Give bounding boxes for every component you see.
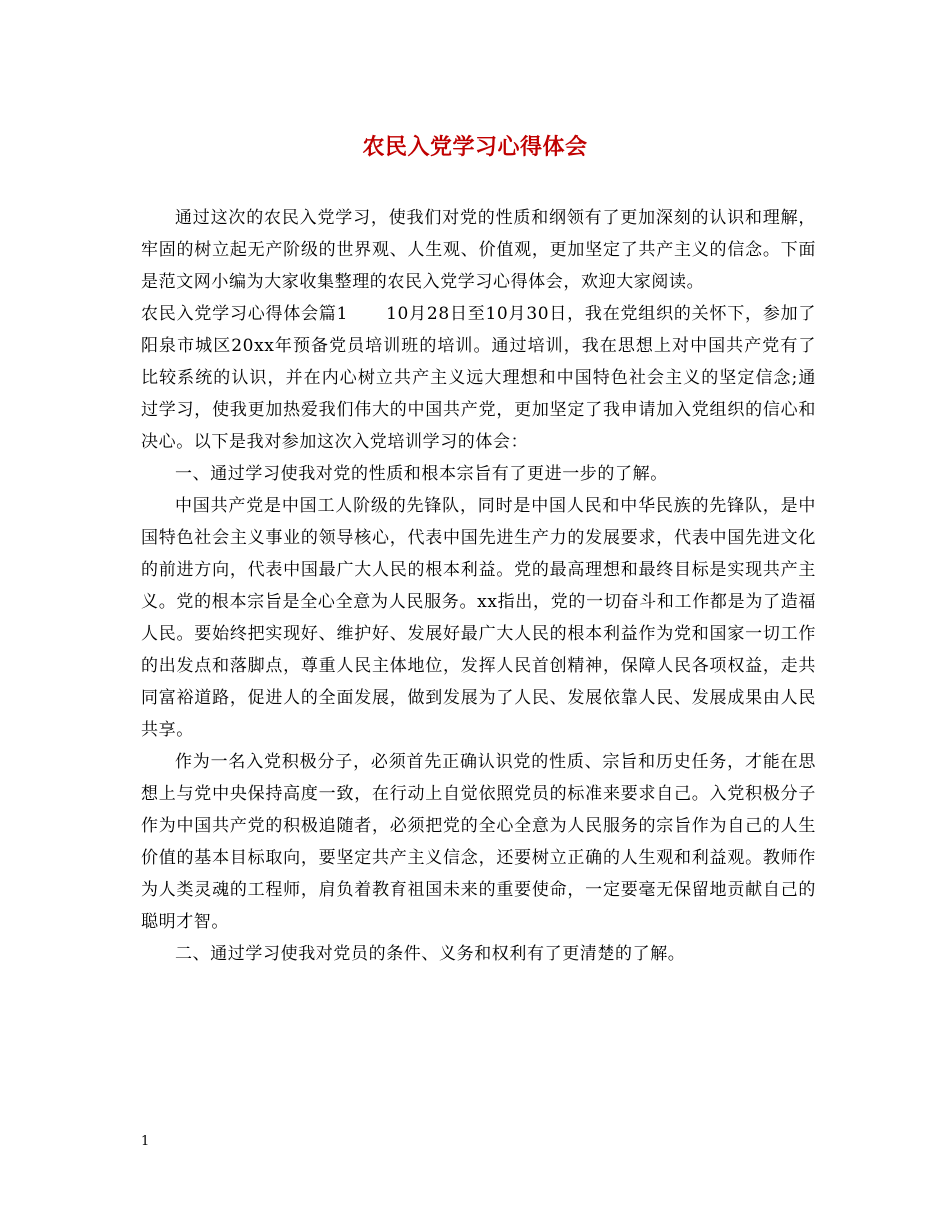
page-number: 1: [141, 1134, 150, 1149]
document-title: 农民入党学习心得体会: [362, 134, 588, 160]
chapter-label: 农民入党学习心得体会篇1: [141, 304, 349, 324]
section-heading-2: 二、通过学习使我对党员的条件、义务和权利有了更清楚的了解。: [175, 944, 686, 964]
body-paragraph-1: 中国共产党是中国工人阶级的先锋队，同时是中国人民和中华民族的先锋队，是中国特色社会主义事业的领导核心，代表中国先进生产力的发展要求，代表中国先进文化的前进方向，代表中国最广大人民的根本利益。党的最高理想和最终目标是实现共产主义。党的根本宗旨是全心全意为人民服务。xx指出，党的一切奋斗和工作都是为了造福人民。要始终把实现好、维护好、发展好最广大人民的根本利益作为党和国家一切工作的出发点和落脚点，尊重人民主体地位，发挥人民首创精神，保障人民各项权益，走共同富裕道路，促进人的全面发展，做到发展为了人民、发展依靠人民、发展成果由人民共享。: [141, 496, 816, 740]
chapter-paragraph: [141, 298, 816, 458]
document-body: [141, 202, 816, 970]
body-paragraph-2: 作为一名入党积极分子，必须首先正确认识党的性质、宗旨和历史任务，才能在思想上与党中央保持高度一致，在行动上自觉依照党员的标准来要求自己。入党积极分子作为中国共产党的积极追随者，必须把党的全心全意为人民服务的宗旨作为自己的人生价值的基本目标取向，要坚定共产主义信念，还要树立正确的人生观和利益观。教师作为人类灵魂的工程师，肩负着教育祖国未来的重要使命，一定要毫无保留地贡献自己的聪明才智。: [141, 752, 816, 932]
intro-paragraph: 通过这次的农民入党学习，使我们对党的性质和纲领有了更加深刻的认识和理解，牢固的树立起无产阶级的世界观、人生观、价值观，更加坚定了共产主义的信念。下面是范文网小编为大家收集整理的农民入党学习心得体会，欢迎大家阅读。: [141, 208, 816, 292]
section-heading-1: 一、通过学习使我对党的性质和根本宗旨有了更进一步的了解。: [175, 464, 668, 484]
chapter-text: 10月28日至10月30日，我在党组织的关怀下，参加了阳泉市城区20xx年预备党员培训班的培训。通过培训，我在思想上对中国共产党有了比较系统的认识，并在内心树立共产主义远大理想和中国特色社会主义的坚定信念;通过学习，使我更加热爱我们伟大的中国共产党，更加坚定了我申请加入党组织的信心和决心。以下是我对参加这次入党培训学习的体会：: [141, 304, 817, 452]
